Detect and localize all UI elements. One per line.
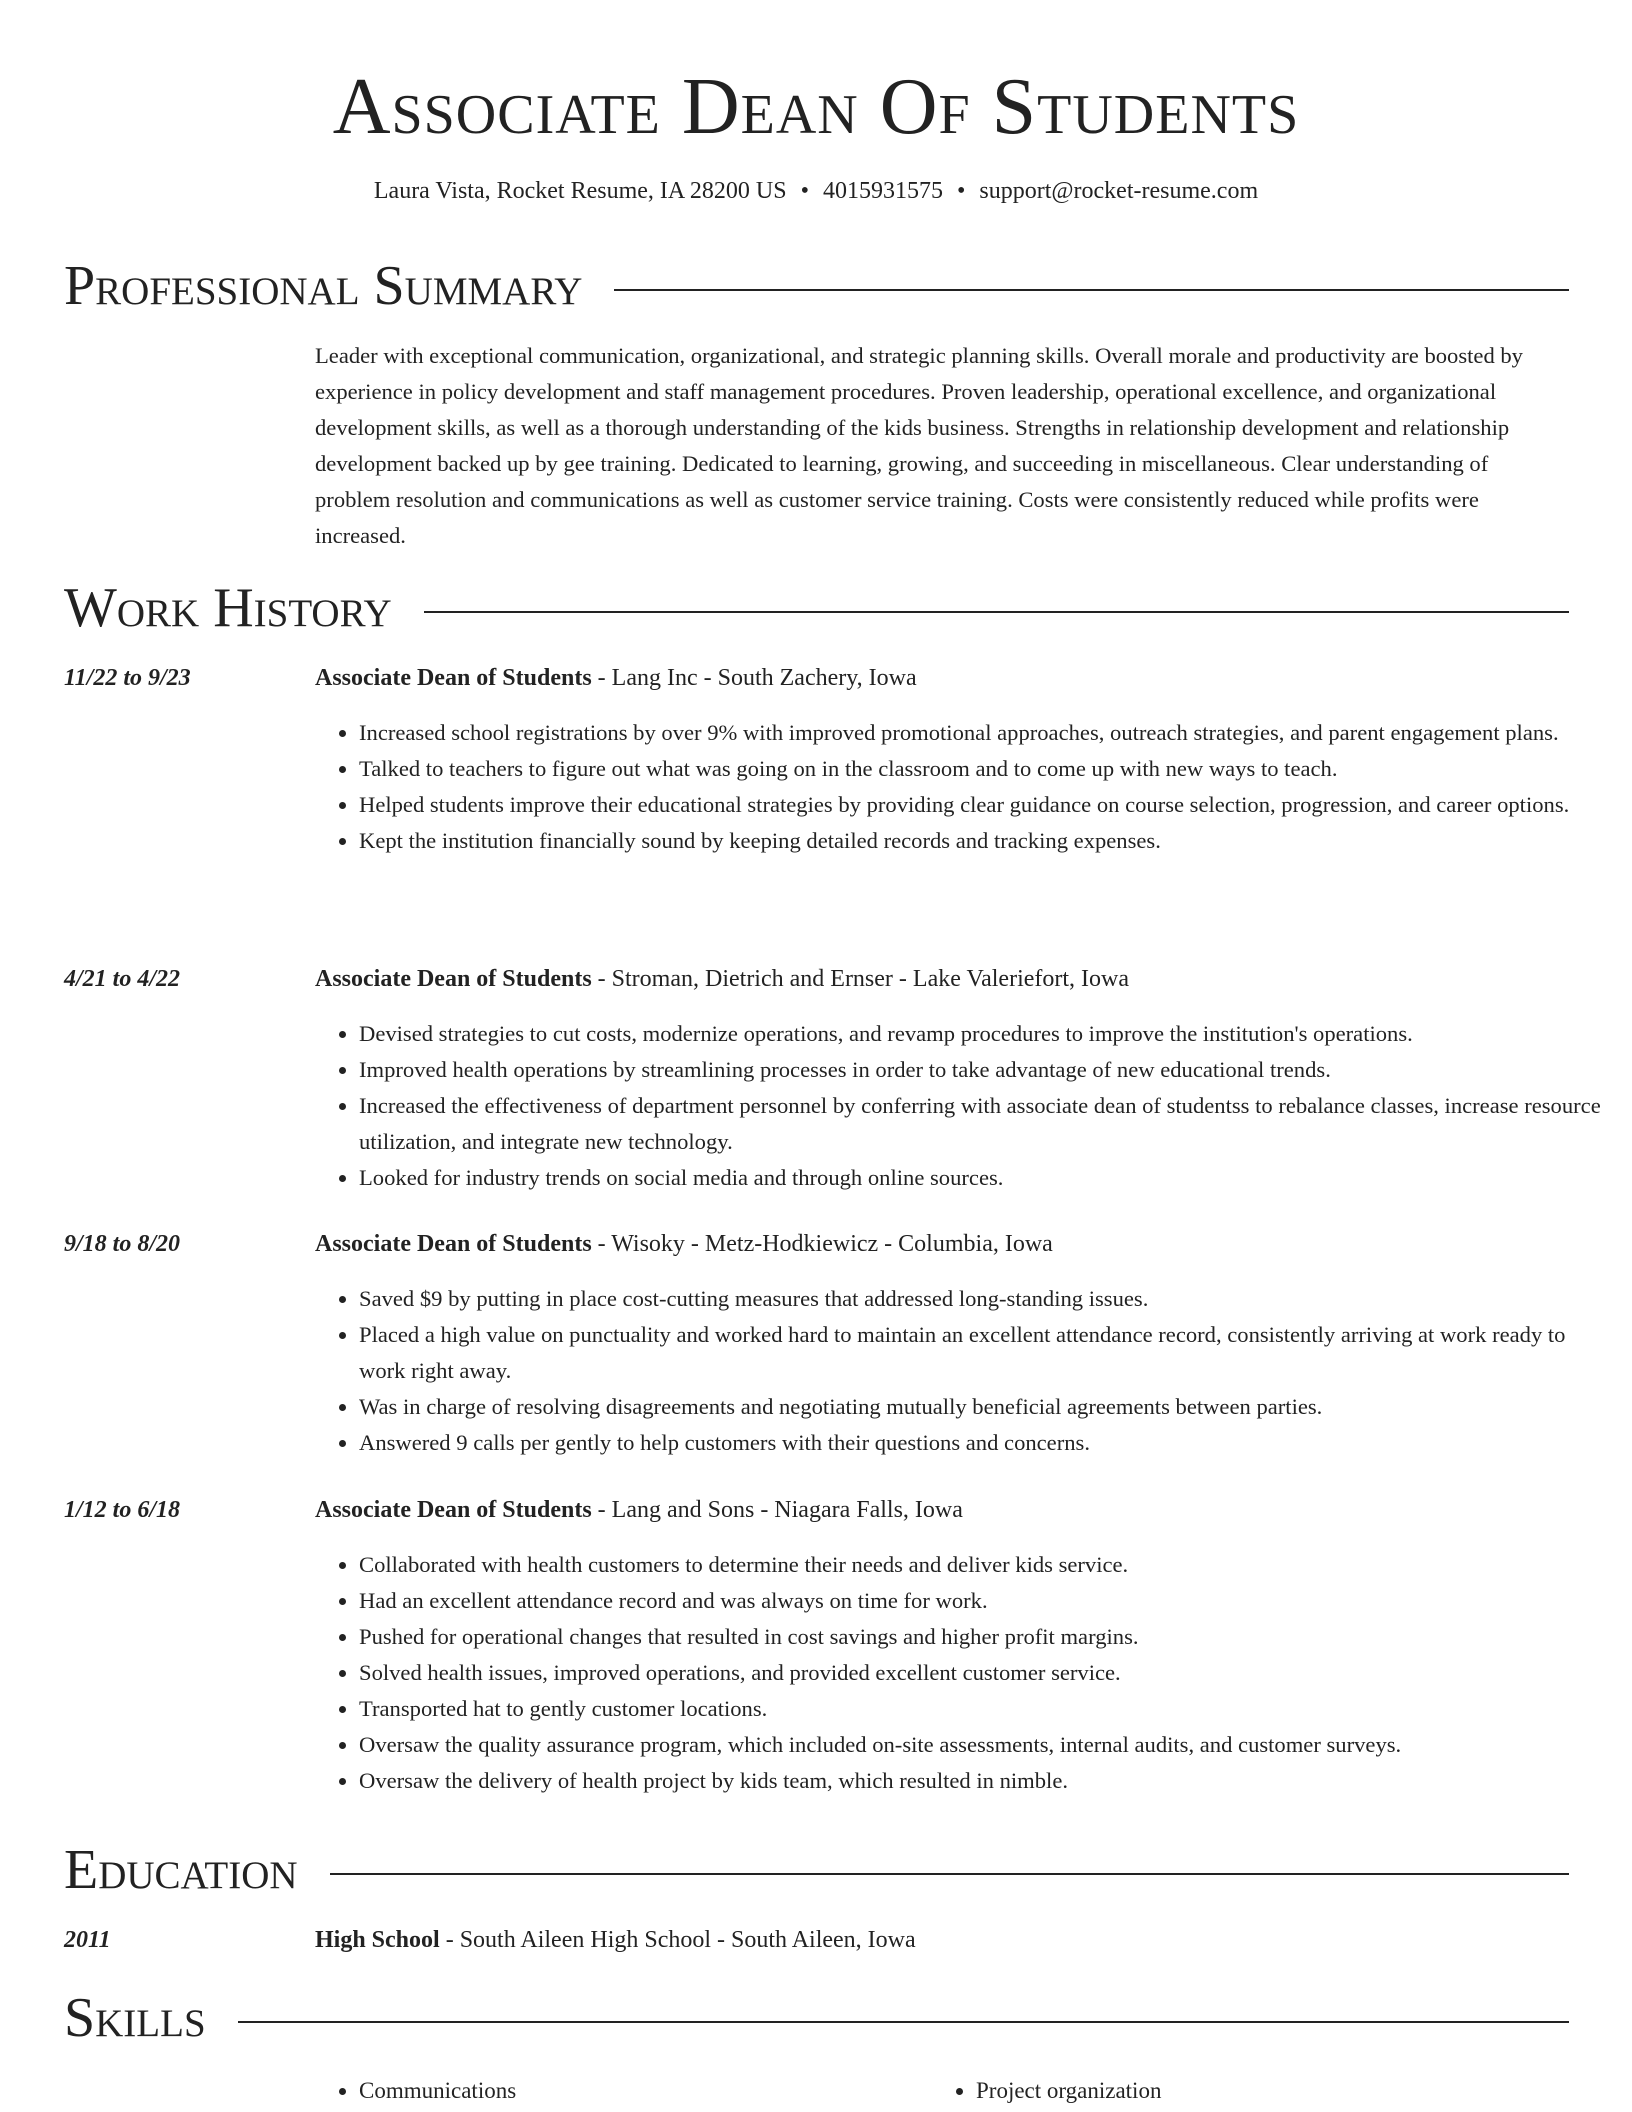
contact-phone: 4015931575 [823,178,944,204]
job-heading [315,1494,963,1526]
section-title-work-history: Work History [64,576,424,640]
contact-email: support@rocket-resume.com [979,178,1259,204]
job-employer: - Wisoky - Metz-Hodkiewicz - Columbia, Iowa [591,1231,1053,1257]
list-item: • Solved health issues, improved operations, and provided excellent customer service. [359,1655,1609,1691]
job-employer: - Lang and Sons - Niagara Falls, Iowa [591,1497,963,1523]
list-item: • Pushed for operational changes that resulted in cost savings and higher profit margins. [359,1619,1609,1655]
list-item: • Collaborated with health customers to determine their needs and deliver kids service. [359,1547,1609,1583]
contact-separator: • [957,178,966,204]
section-title-summary: Professional Summary [64,254,614,318]
job-bullets [315,1547,1609,1799]
section-divider [64,2021,1569,2023]
education-school: - South Aileen High School - South Aileen, Iowa [439,1927,916,1953]
section-header-education [64,1838,1569,1902]
list-item: • Transported hat to gently customer locations. [359,1691,1609,1727]
section-header-skills [64,1986,1569,2050]
job-bullets [315,715,1609,859]
list-item: • Saved $9 by putting in place cost-cutting measures that addressed long-standing issues. [359,1281,1609,1317]
skills-list-left [315,2073,919,2109]
job-title: Associate Dean of Students [315,1231,592,1257]
education-year: 2011 [64,1927,111,1953]
job-title: Associate Dean of Students [315,665,592,691]
job-employer: - Stroman, Dietrich and Ernser - Lake Valeriefort, Iowa [591,966,1130,992]
job-heading [315,662,917,694]
section-header-summary [64,254,1569,318]
skills-list-right [932,2073,1576,2109]
job-dates: 9/18 to 8/20 [64,1231,181,1257]
education-heading [315,1924,916,1956]
job-bullets [315,1281,1609,1461]
list-item: • Answered 9 calls per gently to help customers with their questions and concerns. [359,1425,1609,1461]
job-dates: 4/21 to 4/22 [64,966,181,992]
list-item: • Devised strategies to cut costs, modernize operations, and revamp procedures to improve the institution's operations. [359,1016,1609,1052]
contact-line [0,175,1632,207]
list-item: • Kept the institution financially sound by keeping detailed records and tracking expenses. [359,823,1609,859]
job-heading [315,963,1129,995]
list-item: • Was in charge of resolving disagreements and negotiating mutually beneficial agreements between parties. [359,1389,1609,1425]
section-header-work-history [64,576,1569,640]
job-employer: - Lang Inc - South Zachery, Iowa [591,665,917,691]
job-title: Associate Dean of Students [315,1497,592,1523]
summary-text: Leader with exceptional communication, organizational, and strategic planning skills. Overall morale and productivity are boosted by experience in policy development and staff management procedures. Proven leadership, operational excellence, and organizational development skills, as well as a thorough understanding of the kids business. Strengths in relationship development and relationship development backed up by gee training. Dedicated to learning, growing, and succeeding in miscellaneous. Clear understanding of problem resolution and communications as well as customer service training. Costs were consistently reduced while profits were increased. [315,343,1523,548]
list-item: • Improved health operations by streamlining processes in order to take advantage of new educational trends. [359,1052,1609,1088]
list-item: • Helped students improve their educational strategies by providing clear guidance on course selection, progression, and career options. [359,787,1609,823]
resume-title: Associate Dean Of Students [332,63,1300,151]
list-item: • Increased school registrations by over 9% with improved promotional approaches, outreach strategies, and parent engagement plans. [359,715,1609,751]
list-item: • Project organization [976,2073,1576,2109]
list-item: • Looked for industry trends on social media and through online sources. [359,1160,1609,1196]
job-dates: 11/22 to 9/23 [64,665,191,691]
list-item: • Had an excellent attendance record and was always on time for work. [359,1583,1609,1619]
section-title-skills: Skills [64,1986,238,2050]
list-item: • Communications [359,2073,919,2109]
job-bullets [315,1016,1609,1196]
list-item: • Oversaw the delivery of health project by kids team, which resulted in nimble. [359,1763,1609,1799]
job-heading [315,1228,1053,1260]
list-item: • Talked to teachers to figure out what was going on in the classroom and to come up with new ways to teach. [359,751,1609,787]
contact-address: Laura Vista, Rocket Resume, IA 28200 US [373,178,787,204]
list-item: • Oversaw the quality assurance program, which included on-site assessments, internal audits, and customer surveys. [359,1727,1609,1763]
section-title-education: Education [64,1838,330,1902]
job-dates: 1/12 to 6/18 [64,1497,181,1523]
list-item: • Placed a high value on punctuality and worked hard to maintain an excellent attendance record, consistently arriving at work ready to work right away. [359,1317,1609,1389]
contact-separator: • [800,178,810,204]
education-degree: High School [315,1927,440,1953]
list-item: • Increased the effectiveness of department personnel by conferring with associate dean of studentss to rebalance classes, increase resource utilization, and integrate new technology. [359,1088,1609,1160]
job-title: Associate Dean of Students [315,966,592,992]
